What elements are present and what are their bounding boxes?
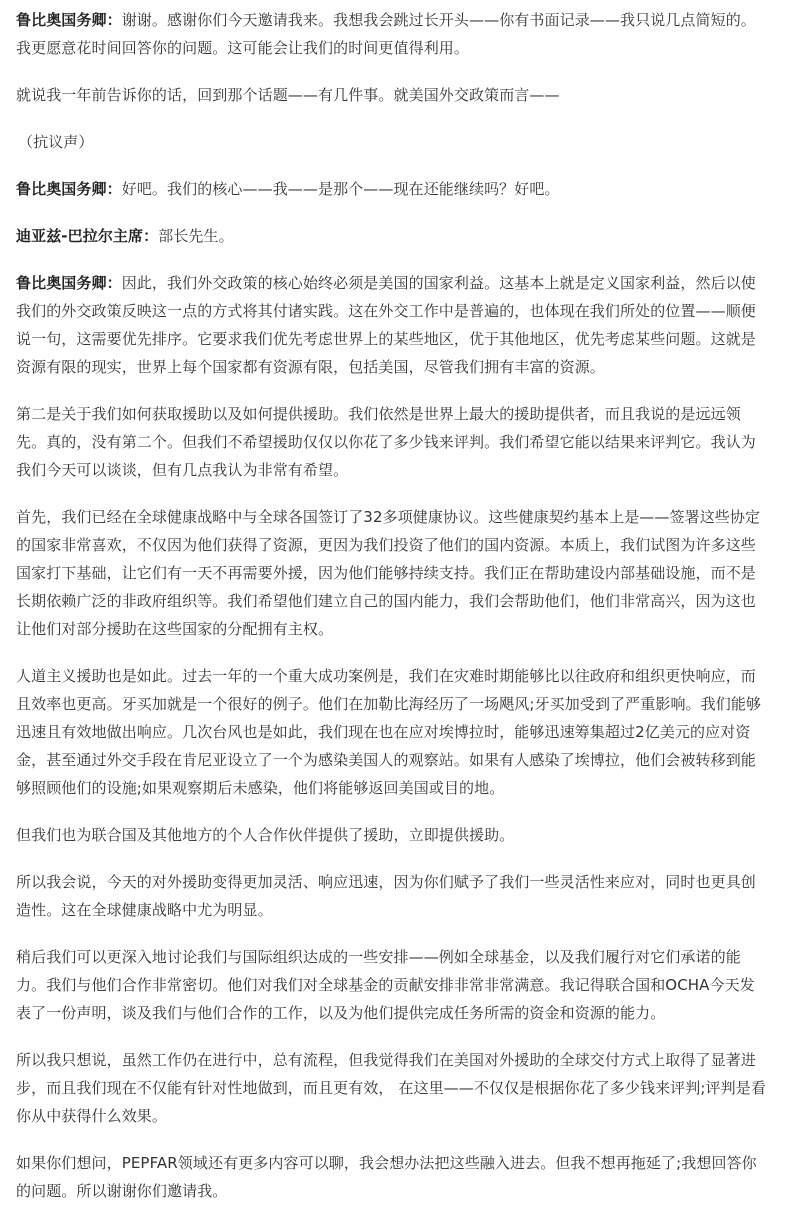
paragraph xyxy=(16,821,768,849)
paragraph-text: 所以我只想说，虽然工作仍在进行中，总有流程，但我觉得我们在美国对外援助的全球交付方式上取得了显著进步，而且我们现在不仅能有针对性地做到，而且更有效， 在这里——不仅仅是根据你花了多少钱来评判;评判是看你从中获得什么效果。 xyxy=(16,1051,766,1125)
paragraph-text: 人道主义援助也是如此。过去一年的一个重大成功案例是，我们在灾难时期能够比以往政府和组织更快响应，而且效率也更高。牙买加就是一个很好的例子。他们在加勒比海经历了一场飓风;牙买加受到了严重影响。我们能够迅速且有效地做出响应。几次台风也是如此，我们现在也在应对埃博拉时，能够迅速筹集超过2亿美元的应对资金，甚至通过外交手段在肯尼亚设立了一个为感染美国人的观察站。如果有人感染了埃博拉，他们会被转移到能够照顾他们的设施;如果观察期后未感染，他们将能够返回美国或目的地。 xyxy=(16,667,762,797)
paragraph xyxy=(16,6,768,62)
paragraph xyxy=(16,1149,768,1205)
paragraph xyxy=(16,222,768,250)
paragraph-text: 谢谢。感谢你们今天邀请我来。我想我会跳过长开头——你有书面记录——我只说几点简短的。我更愿意花时间回答你的问题。这可能会让我们的时间更值得利用。 xyxy=(16,11,756,57)
paragraph-text: 如果你们想问，PEPFAR领域还有更多内容可以聊，我会想办法把这些融入进去。但我不想再拖延了;我想回答你的问题。所以谢谢你们邀请我。 xyxy=(16,1154,757,1200)
paragraph xyxy=(16,1046,768,1130)
paragraph xyxy=(16,868,768,924)
paragraph xyxy=(16,128,768,156)
paragraph-text: 所以我会说，今天的对外援助变得更加灵活、响应迅速，因为你们赋予了我们一些灵活性来应对，同时也更具创造性。这在全球健康战略中尤为明显。 xyxy=(16,873,756,919)
paragraph-text: 第二是关于我们如何获取援助以及如何提供援助。我们依然是世界上最大的援助提供者，而且我说的是远远领先。真的，没有第二个。但我们不希望援助仅仅以你花了多少钱来评判。我们希望它能以结果来评判它。我认为我们今天可以谈谈，但有几点我认为非常有希望。 xyxy=(16,405,756,479)
paragraph-text: 首先，我们已经在全球健康战略中与全球各国签订了32多项健康协议。这些健康契约基本上是——签署这些协定的国家非常喜欢，不仅因为他们获得了资源，更因为我们投资了他们的国内资源。本质上，我们试图为许多这些国家打下基础，让它们有一天不再需要外援，因为他们能够持续支持。我们正在帮助建设内部基础设施，而不是长期依赖广泛的非政府组织等。我们希望他们建立自己的国内能力，我们会帮助他们，他们非常高兴，因为这也让他们对部分援助在这些国家的分配拥有主权。 xyxy=(16,508,761,638)
paragraph-text: 因此，我们外交政策的核心始终必须是美国的国家利益。这基本上就是定义国家利益，然后以使我们的外交政策反映这一点的方式将其付诸实践。这在外交工作中是普遍的，也体现在我们所处的位置——顺便说一句，这需要优先排序。它要求我们优先考虑世界上的某些地区，优于其他地区，优先考虑某些问题。这就是资源有限的现实，世界上每个国家都有资源有限，包括美国，尽管我们拥有丰富的资源。 xyxy=(16,274,756,376)
paragraph xyxy=(16,175,768,203)
paragraph-text: 就说我一年前告诉你的话，回到那个话题——有几件事。就美国外交政策而言—— xyxy=(16,86,560,104)
paragraph-text: 但我们也为联合国及其他地方的个人合作伙伴提供了援助，立即提供援助。 xyxy=(16,826,515,844)
paragraph xyxy=(16,269,768,381)
paragraph xyxy=(16,400,768,484)
paragraph xyxy=(16,81,768,109)
paragraph xyxy=(16,503,768,643)
paragraph xyxy=(16,662,768,802)
paragraph-text: 稍后我们可以更深入地讨论我们与国际组织达成的一些安排——例如全球基金，以及我们履行对它们承诺的能力。我们与他们合作非常密切。他们对我们对全球基金的贡献安排非常非常满意。我记得联合国和OCHA今天发表了一份声明，谈及我们与他们合作的工作，以及为他们提供完成任务所需的资金和资源的能力。 xyxy=(16,948,755,1022)
speaker-label: 鲁比奥国务卿： xyxy=(16,11,122,29)
paragraph-text: 好吧。我们的核心——我——是那个——现在还能继续吗？好吧。 xyxy=(121,180,560,198)
speaker-label: 迪亚兹-巴拉尔主席： xyxy=(16,227,159,245)
paragraph-text: 部长先生。 xyxy=(158,227,234,245)
speaker-label: 鲁比奥国务卿： xyxy=(16,274,122,292)
paragraph-text: （抗议声） xyxy=(18,133,94,151)
speaker-label: 鲁比奥国务卿： xyxy=(16,180,122,198)
paragraph xyxy=(16,943,768,1027)
